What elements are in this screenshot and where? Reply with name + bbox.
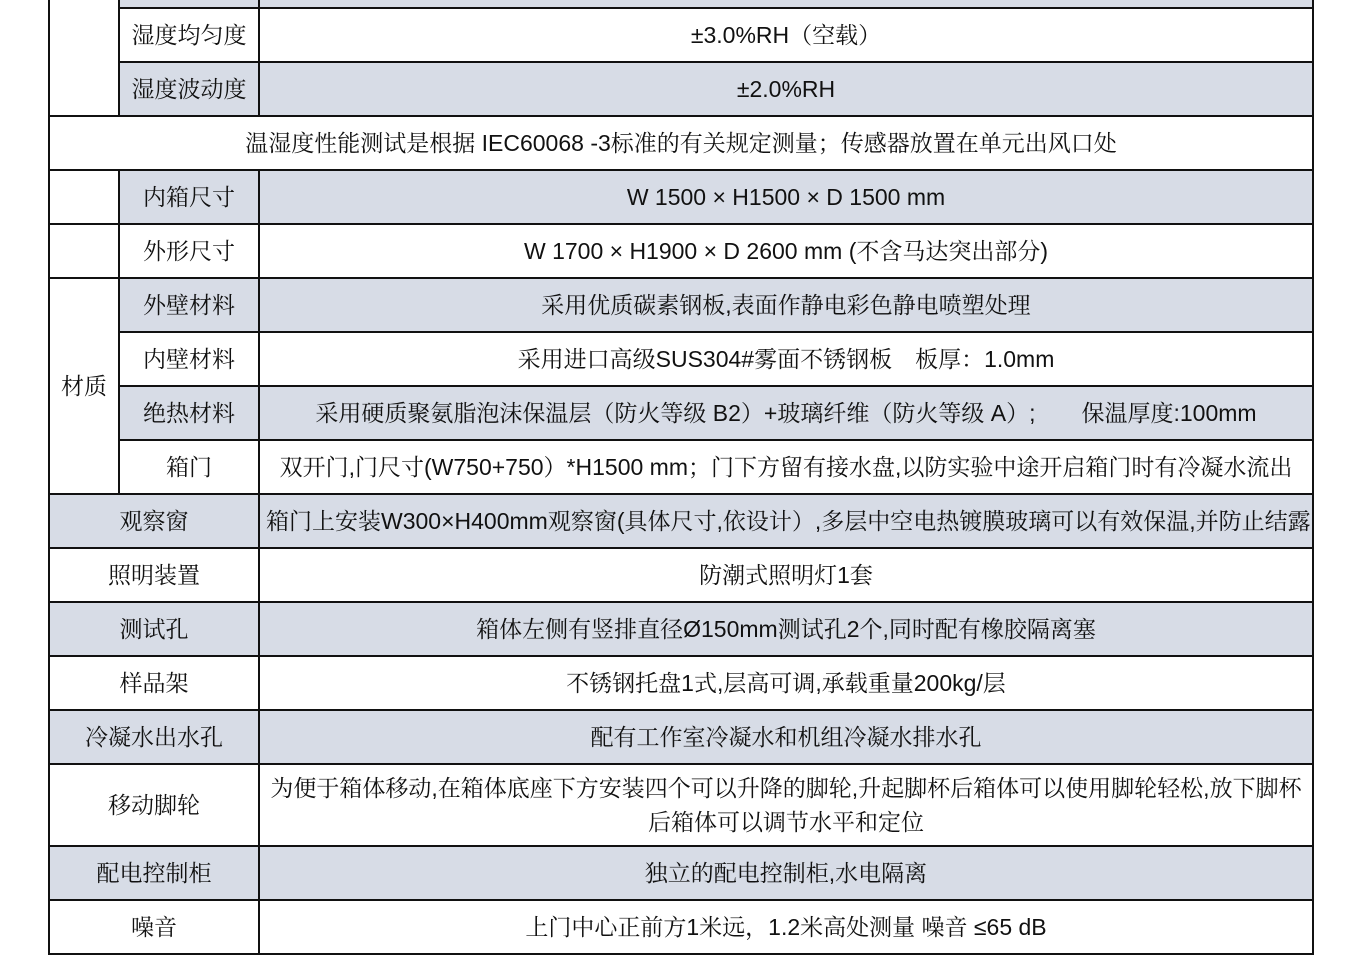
spec-label-outer-size: 外形尺寸 <box>119 224 259 278</box>
spec-value-door: 双开门,门尺寸(W750+750）*H1500 mm；门下方留有接水盘,以防实验中途开启箱门时有冷凝水流出 <box>259 440 1313 494</box>
spec-value-sample-rack: 不锈钢托盘1式,层高可调,承载重量200kg/层 <box>259 656 1313 710</box>
table-row <box>49 900 1313 954</box>
table-row <box>49 656 1313 710</box>
table-row <box>49 278 1313 332</box>
spec-value-test-hole: 箱体左侧有竖排直径Ø150mm测试孔2个,同时配有橡胶隔离塞 <box>259 602 1313 656</box>
spec-value <box>259 0 1313 8</box>
specification-table <box>48 0 1314 955</box>
spec-value-humidity-uniformity: ±3.0%RH（空载） <box>259 8 1313 62</box>
table-row <box>49 602 1313 656</box>
table-row <box>49 494 1313 548</box>
spec-label-inner-size: 内箱尺寸 <box>119 170 259 224</box>
spec-label-sample-rack: 样品架 <box>49 656 259 710</box>
spec-label-drain: 冷凝水出水孔 <box>49 710 259 764</box>
table-row <box>49 386 1313 440</box>
spec-label <box>119 0 259 8</box>
table-row <box>49 62 1313 116</box>
table-row <box>49 170 1313 224</box>
spec-label-insulation: 绝热材料 <box>119 386 259 440</box>
spec-value-outer-size: W 1700 × H1900 × D 2600 mm (不含马达突出部分) <box>259 224 1313 278</box>
table-row <box>49 8 1313 62</box>
spec-label-lighting: 照明装置 <box>49 548 259 602</box>
spec-label-casters: 移动脚轮 <box>49 764 259 846</box>
group-cell-empty <box>49 170 119 224</box>
spec-label-humidity-uniformity: 湿度均匀度 <box>119 8 259 62</box>
spec-value-inner-wall: 采用进口高级SUS304#雾面不锈钢板 板厚：1.0mm <box>259 332 1313 386</box>
table-row <box>49 440 1313 494</box>
spec-label-control-cabinet: 配电控制柜 <box>49 846 259 900</box>
spec-label-outer-wall: 外壁材料 <box>119 278 259 332</box>
table-row <box>49 764 1313 846</box>
spec-label-window: 观察窗 <box>49 494 259 548</box>
table-row <box>49 710 1313 764</box>
group-cell-empty <box>49 224 119 278</box>
spec-value-noise: 上门中心正前方1米远，1.2米高处测量 噪音 ≤65 dB <box>259 900 1313 954</box>
spec-label-noise: 噪音 <box>49 900 259 954</box>
spec-label-inner-wall: 内壁材料 <box>119 332 259 386</box>
spec-value-lighting: 防潮式照明灯1套 <box>259 548 1313 602</box>
spec-value-control-cabinet: 独立的配电控制柜,水电隔离 <box>259 846 1313 900</box>
spec-value-drain: 配有工作室冷凝水和机组冷凝水排水孔 <box>259 710 1313 764</box>
table-row <box>49 332 1313 386</box>
group-cell-empty <box>49 0 119 116</box>
table-row <box>49 0 1313 8</box>
spec-value-humidity-fluctuation: ±2.0%RH <box>259 62 1313 116</box>
spec-value-inner-size: W 1500 × H1500 × D 1500 mm <box>259 170 1313 224</box>
spec-value-insulation: 采用硬质聚氨脂泡沫保温层（防火等级 B2）+玻璃纤维（防火等级 A）; 保温厚度:100mm <box>259 386 1313 440</box>
spec-label-test-hole: 测试孔 <box>49 602 259 656</box>
table-row <box>49 224 1313 278</box>
spec-value-casters: 为便于箱体移动,在箱体底座下方安装四个可以升降的脚轮,升起脚杯后箱体可以使用脚轮轻松,放下脚杯后箱体可以调节水平和定位 <box>259 764 1313 846</box>
table-row <box>49 548 1313 602</box>
table-row <box>49 846 1313 900</box>
group-label-material: 材质 <box>49 278 119 494</box>
test-standard-note: 温湿度性能测试是根据 IEC60068 -3标准的有关规定测量；传感器放置在单元出风口处 <box>49 116 1313 170</box>
spec-value-outer-wall: 采用优质碳素钢板,表面作静电彩色静电喷塑处理 <box>259 278 1313 332</box>
spec-label-door: 箱门 <box>119 440 259 494</box>
table-row <box>49 116 1313 170</box>
spec-label-humidity-fluctuation: 湿度波动度 <box>119 62 259 116</box>
spec-value-window: 箱门上安装W300×H400mm观察窗(具体尺寸,依设计）,多层中空电热镀膜玻璃可以有效保温,并防止结露 <box>259 494 1313 548</box>
